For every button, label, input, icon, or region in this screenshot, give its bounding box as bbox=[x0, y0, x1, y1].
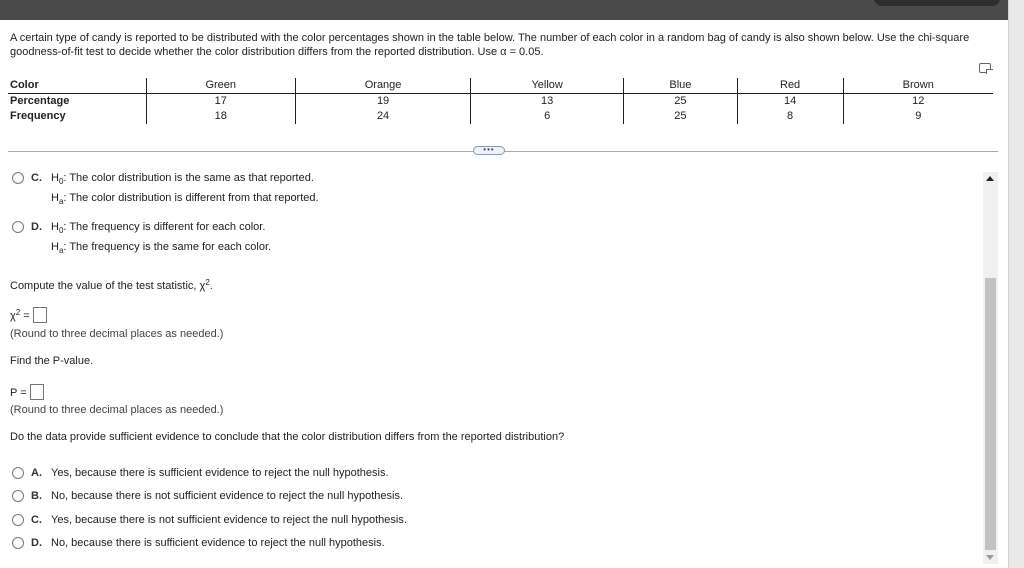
radio-conclusion-a[interactable] bbox=[12, 467, 24, 479]
top-bar bbox=[0, 0, 1008, 20]
table-header: Blue bbox=[624, 78, 738, 94]
window-edge bbox=[1008, 0, 1024, 568]
chi-square-input[interactable] bbox=[33, 307, 47, 323]
table-cell: 24 bbox=[295, 109, 470, 124]
hypothesis-text: : The color distribution is the same as that reported. bbox=[63, 172, 314, 184]
radio-hypothesis-c[interactable] bbox=[12, 172, 24, 184]
table-cell: 17 bbox=[146, 94, 295, 110]
table-cell: 13 bbox=[471, 94, 624, 110]
expand-button[interactable]: ••• bbox=[473, 146, 505, 155]
h-subscript: a bbox=[58, 246, 64, 255]
hypothesis-c-null bbox=[51, 172, 314, 186]
hypothesis-d-null bbox=[51, 221, 265, 235]
table-cell: 18 bbox=[146, 109, 295, 124]
table-header: Green bbox=[146, 78, 295, 94]
data-table bbox=[8, 78, 993, 124]
scrollbar[interactable] bbox=[983, 172, 998, 564]
hypothesis-text: : The frequency is the same for each color. bbox=[63, 241, 272, 253]
table-cell: 25 bbox=[624, 109, 738, 124]
conclusion-option-text: Yes, because there is not sufficient evidence to reject the null hypothesis. bbox=[51, 514, 407, 526]
hypothesis-d-alt bbox=[51, 241, 271, 255]
chi-symbol: χ bbox=[10, 310, 16, 322]
radio-hypothesis-d[interactable] bbox=[12, 221, 24, 233]
table-cell: 25 bbox=[624, 94, 738, 110]
h-subscript: 0 bbox=[58, 177, 64, 186]
radio-conclusion-c[interactable] bbox=[12, 514, 24, 526]
option-letter: D. bbox=[31, 537, 42, 549]
scroll-down-arrow-icon[interactable] bbox=[986, 555, 994, 560]
pvalue-answer-row bbox=[10, 384, 44, 400]
pvalue-input[interactable] bbox=[30, 384, 44, 400]
table-header: Red bbox=[737, 78, 843, 94]
hypothesis-text: : The color distribution is different from that reported. bbox=[63, 192, 319, 204]
table-header: Color bbox=[8, 78, 146, 94]
table-cell: 19 bbox=[295, 94, 470, 110]
prompt-text: . bbox=[209, 280, 213, 292]
option-letter: B. bbox=[31, 490, 42, 502]
table-header-row bbox=[8, 78, 993, 94]
compute-prompt bbox=[10, 278, 213, 292]
option-letter: C. bbox=[31, 514, 42, 526]
hypothesis-text: : The frequency is different for each color. bbox=[63, 221, 266, 233]
row-label: Percentage bbox=[10, 95, 70, 107]
table-cell: 12 bbox=[843, 94, 993, 110]
h-subscript: 0 bbox=[58, 226, 64, 235]
table-cell: 9 bbox=[843, 109, 993, 124]
pvalue-hint: (Round to three decimal places as needed.) bbox=[10, 404, 224, 416]
radio-conclusion-b[interactable] bbox=[12, 490, 24, 502]
h-subscript: a bbox=[58, 197, 64, 206]
prompt-text: Compute the value of the test statistic, χ bbox=[10, 280, 206, 292]
option-letter: C. bbox=[31, 172, 42, 184]
conclusion-option-text: Yes, because there is sufficient evidence to reject the null hypothesis. bbox=[51, 467, 389, 479]
scroll-up-arrow-icon[interactable] bbox=[986, 176, 994, 181]
option-letter: A. bbox=[31, 467, 42, 479]
equals-label: = bbox=[20, 310, 30, 322]
conclusion-prompt: Do the data provide sufficient evidence to conclude that the color distribution differs from the reported distribution? bbox=[10, 431, 565, 443]
table-header: Yellow bbox=[471, 78, 624, 94]
chi-square-answer-row bbox=[10, 307, 47, 323]
table-row bbox=[8, 94, 993, 110]
hypothesis-c-alt bbox=[51, 192, 319, 206]
table-header: Brown bbox=[843, 78, 993, 94]
h-symbol: H bbox=[51, 172, 59, 184]
h-symbol: H bbox=[51, 192, 59, 204]
h-symbol: H bbox=[51, 241, 59, 253]
table-cell: 6 bbox=[471, 109, 624, 124]
radio-conclusion-d[interactable] bbox=[12, 537, 24, 549]
table-cell: 14 bbox=[737, 94, 843, 110]
table-row bbox=[8, 109, 993, 124]
scroll-thumb[interactable] bbox=[985, 278, 996, 550]
pvalue-prompt: Find the P-value. bbox=[10, 355, 94, 367]
conclusion-option-text: No, because there is sufficient evidence to reject the null hypothesis. bbox=[51, 537, 385, 549]
h-symbol: H bbox=[51, 221, 59, 233]
table-header: Orange bbox=[295, 78, 470, 94]
question-text: A certain type of candy is reported to be distributed with the color percentages shown in the table below. The number of each color in a random bag of candy is also shown below. Use the chi-square goodness-of-fit test to decide whether the color distribution differs from the reported distribution. Use α = 0.05. bbox=[10, 32, 970, 58]
print-icon[interactable] bbox=[979, 63, 991, 73]
chi-square-hint: (Round to three decimal places as needed.) bbox=[10, 328, 224, 340]
table-cell: 8 bbox=[737, 109, 843, 124]
option-letter: D. bbox=[31, 221, 42, 233]
top-bar-button[interactable] bbox=[874, 0, 1000, 6]
pvalue-label: P = bbox=[10, 387, 27, 399]
superscript: 2 bbox=[15, 308, 21, 317]
row-label: Frequency bbox=[10, 110, 66, 122]
conclusion-option-text: No, because there is not sufficient evidence to reject the null hypothesis. bbox=[51, 490, 404, 502]
superscript: 2 bbox=[205, 278, 210, 287]
